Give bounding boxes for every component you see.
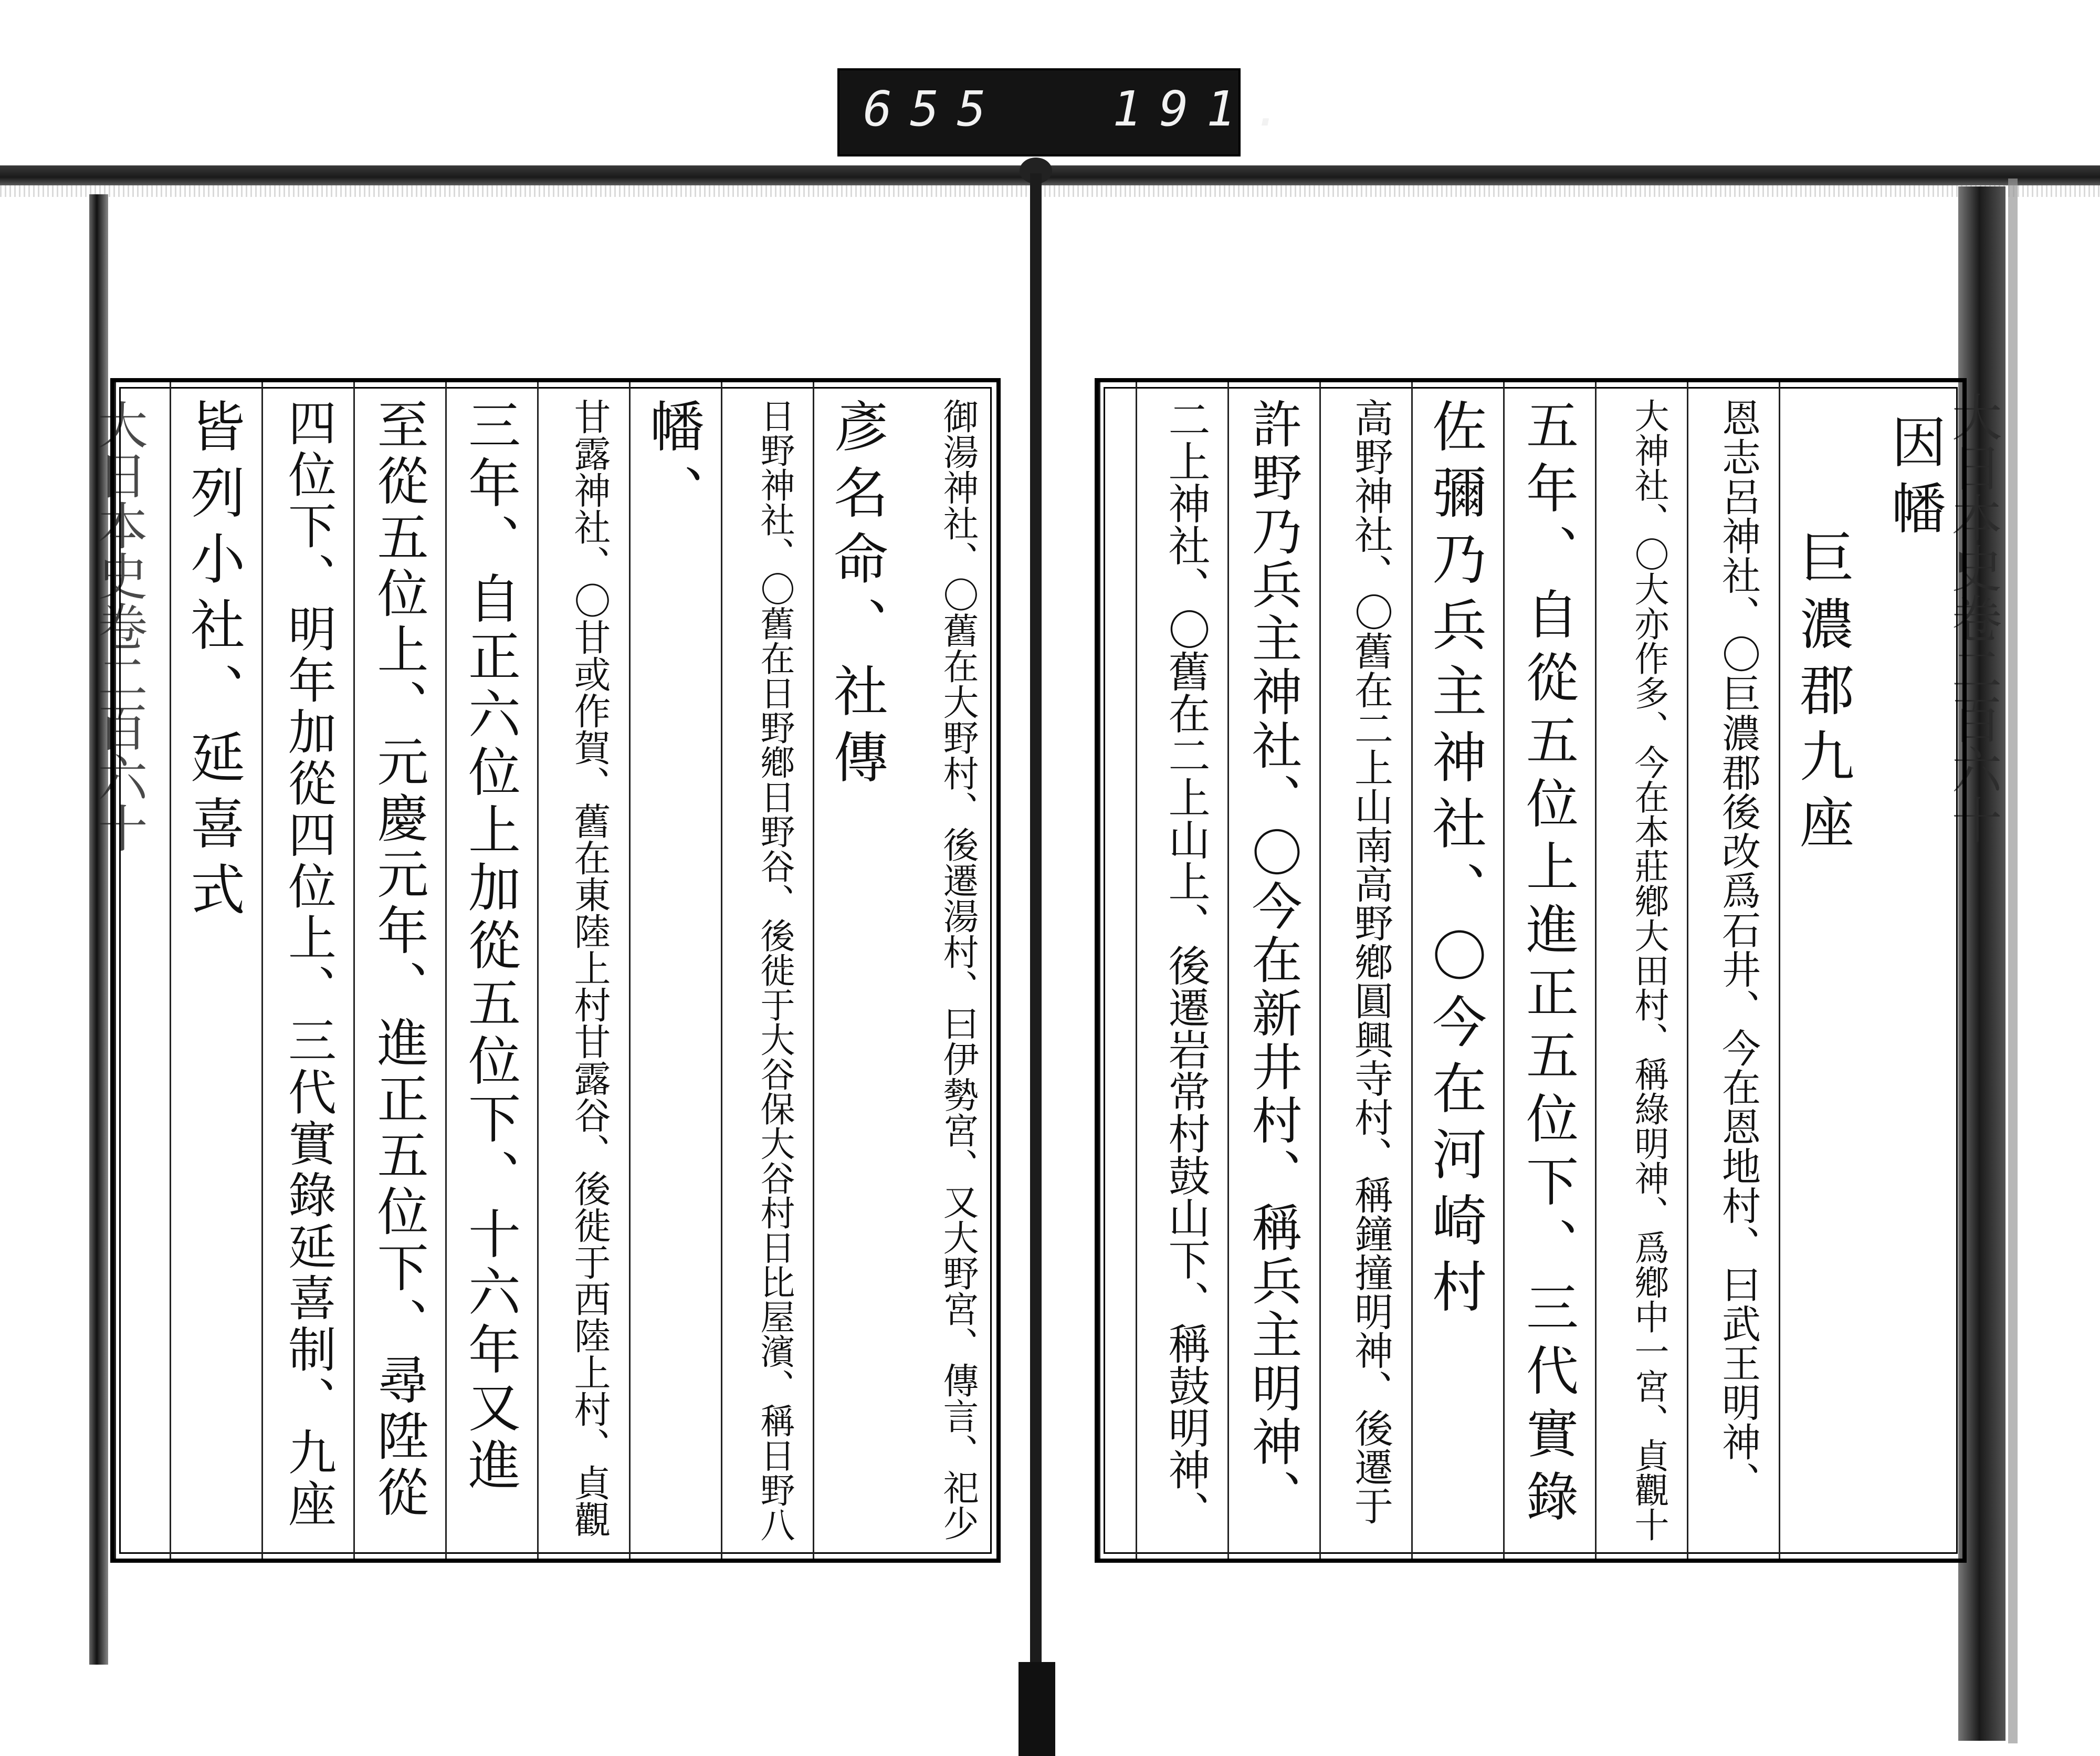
film-label xyxy=(837,68,1300,156)
left-page-frame xyxy=(110,378,1001,1563)
shrine-entry: 御湯神社、〇舊在大野村、後遷湯村、曰伊勢宮、又大野宮、傳言、祀少 xyxy=(937,398,979,1541)
shrine-entry: 大神社、〇大亦作多、今在本莊鄕大田村、稱綠明神、爲鄕中一宮、貞觀十 xyxy=(1629,398,1669,1542)
shrine-entry: 日野神社、〇舊在日野鄕日野谷、後徙于大谷保大谷村日比屋濱、稱日野八 xyxy=(754,398,795,1542)
left-col-7 xyxy=(353,382,445,1559)
top-bar-shadow xyxy=(0,185,2100,197)
left-col-8 xyxy=(261,382,353,1559)
left-col-5 xyxy=(537,382,629,1559)
right-col-8 xyxy=(1227,382,1319,1559)
shrine-entry: 皆列小社、延喜式 xyxy=(181,398,245,927)
left-col-3 xyxy=(721,382,813,1559)
right-page-edge-inner xyxy=(2008,179,2018,1743)
right-edge-title: 大日本史卷二百六十 xyxy=(1944,391,2002,845)
shrine-entry: 佐彌乃兵主神社、〇今在河崎村 xyxy=(1423,398,1487,1324)
right-col-3 xyxy=(1687,382,1779,1559)
shrine-entry: 高野神社、〇舊在二上山南高野鄕圓興寺村、稱鐘撞明神、後遷于 xyxy=(1348,398,1393,1525)
left-col-2 xyxy=(813,382,905,1559)
left-col-6 xyxy=(445,382,537,1559)
label-left-number: 655 xyxy=(863,81,1004,137)
label-right-number: 191. xyxy=(1112,81,1300,137)
shrine-entry: 三年、自正六位上加從五位下、十六年又進 xyxy=(459,398,521,1496)
shrine-entry: 五年、自從五位上進正五位下、三代實錄 xyxy=(1517,398,1579,1532)
left-col-4 xyxy=(629,382,721,1559)
book-spine xyxy=(1030,173,1042,1696)
right-col-2 xyxy=(1779,382,1871,1559)
shrine-entry: 恩志呂神社、〇巨濃郡後改爲石井、今在恩地村、曰武王明神、 xyxy=(1716,398,1761,1501)
shrine-entry: 二上神社、〇舊在二上山上、後遷岩常村鼓山下、稱鼓明神、 xyxy=(1161,398,1210,1532)
right-page-frame xyxy=(1095,378,1967,1563)
shrine-entry: 幡、 xyxy=(640,398,705,530)
right-col-7 xyxy=(1319,382,1411,1559)
left-col-margin xyxy=(114,382,170,1559)
district-heading: 巨濃郡九座 xyxy=(1790,529,1854,860)
right-col-4 xyxy=(1595,382,1687,1559)
left-edge-title: 大日本史卷二百六十 xyxy=(89,399,148,853)
shrine-entry: 甘露神社、〇甘或作賀、舊在東陸上村甘露谷、後徙于西陸上村、貞觀 xyxy=(568,398,611,1538)
right-col-9 xyxy=(1136,382,1227,1559)
left-col-1 xyxy=(905,382,996,1559)
shrine-entry: 彥名命、社傳 xyxy=(824,398,888,795)
right-col-5 xyxy=(1503,382,1595,1559)
right-col-1 xyxy=(1871,382,1962,1559)
shrine-entry: 至從五位上、元慶元年、進正五位下、尋陞從 xyxy=(369,398,428,1522)
left-col-9 xyxy=(170,382,261,1559)
spine-foot xyxy=(1018,1662,1055,1756)
shrine-entry: 許野乃兵主神社、〇今在新井村、稱兵主明神、 xyxy=(1244,398,1303,1523)
shrine-entry: 四位下、明年加從四位上、三代實錄延喜制、九座 xyxy=(280,398,337,1530)
province-heading: 因幡 xyxy=(1882,414,1946,546)
right-col-margin xyxy=(1099,382,1136,1559)
right-col-6 xyxy=(1411,382,1503,1559)
